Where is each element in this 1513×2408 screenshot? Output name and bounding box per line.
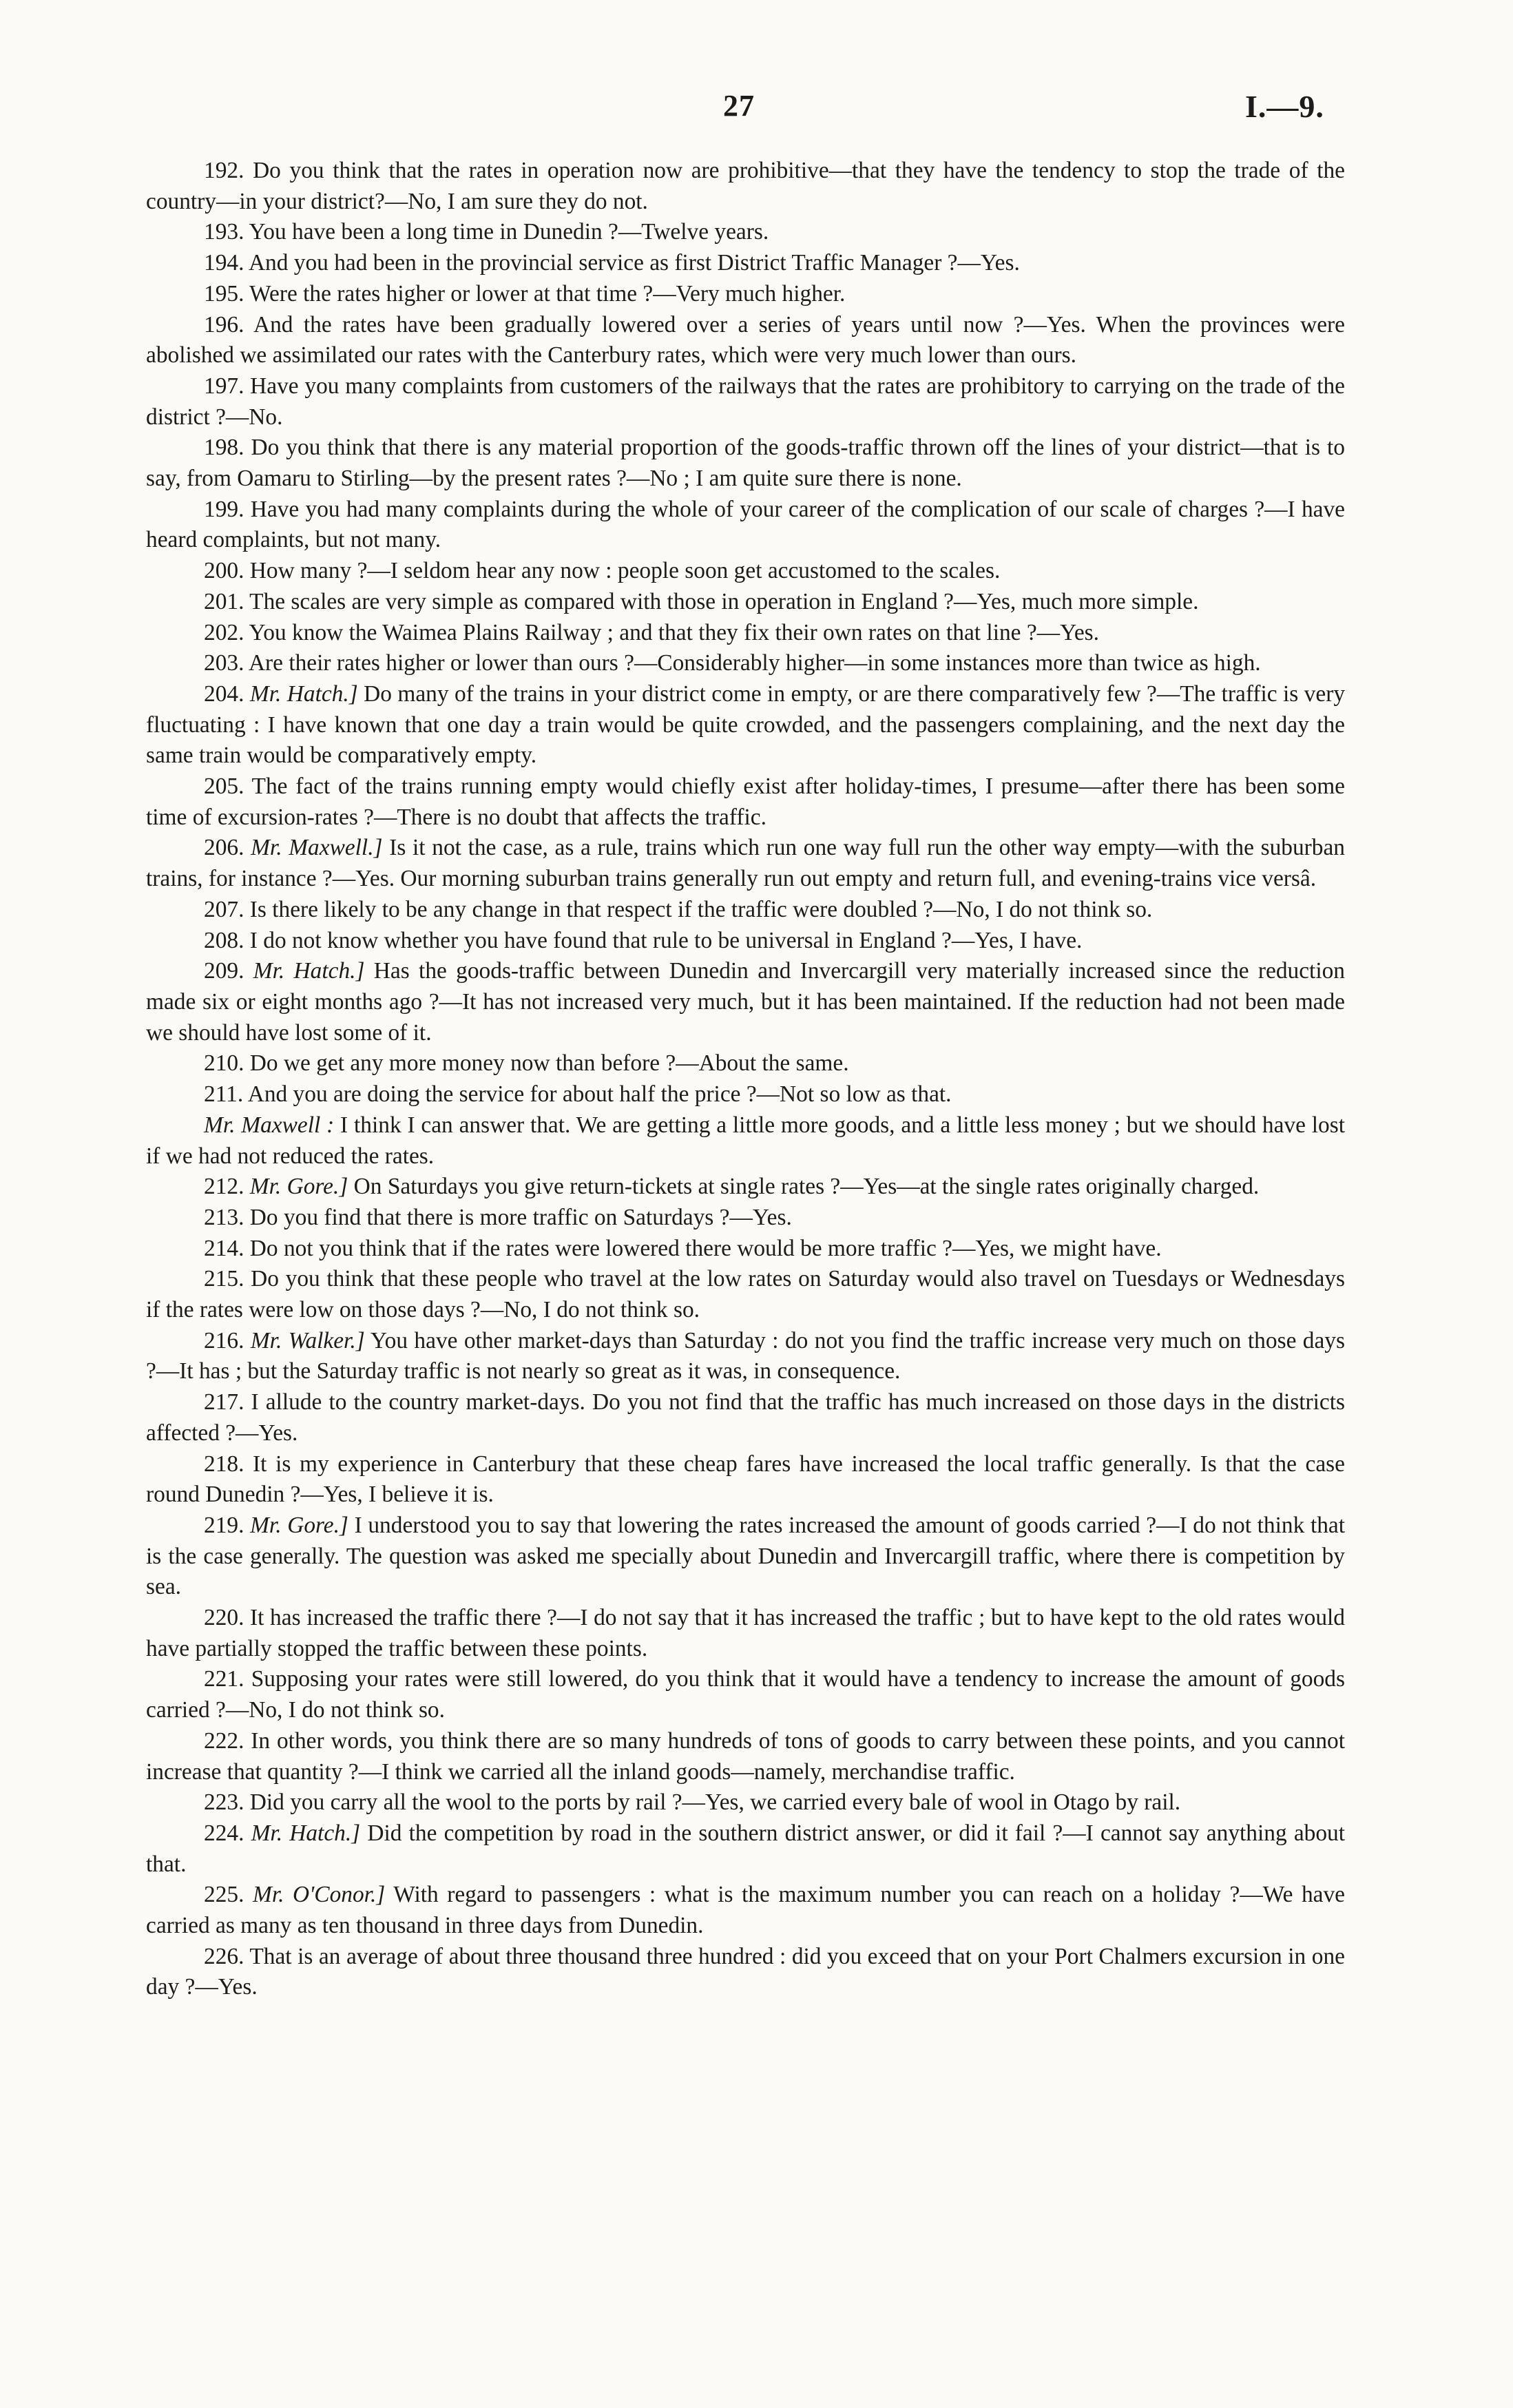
- question-paragraph: 203. Are their rates higher or lower than ours ?—Considerably higher—in some instances more than twice as high.: [204, 650, 1261, 676]
- speaker-name: Mr. Hatch.]: [251, 1820, 361, 1846]
- question-paragraph: 207. Is there likely to be any change in that respect if the traffic were doubled ?—No, I do not think so.: [204, 896, 1153, 922]
- question-paragraph: [146, 1110, 1345, 1172]
- question-paragraph: 200. How many ?—I seldom hear any now : people soon get accustomed to the scales.: [204, 558, 1001, 584]
- question-number: 225.: [204, 1882, 253, 1908]
- speaker-name: Mr. O'Conor.]: [253, 1882, 386, 1908]
- speaker-name: Mr. Gore.]: [249, 1174, 348, 1200]
- question-paragraph: 223. Did you carry all the wool to the ports by rail ?—Yes, we carried every bale of wool in Otago by rail.: [204, 1789, 1181, 1816]
- question-paragraph: [146, 956, 1345, 1048]
- document-reference: I.—9.: [1245, 89, 1324, 124]
- question-number: 206.: [204, 835, 251, 861]
- question-paragraph: [146, 679, 1345, 771]
- question-paragraph: 201. The scales are very simple as compared with those in operation in England ?—Yes, much more simple.: [204, 588, 1199, 614]
- question-paragraph: 222. In other words, you think there are so many hundreds of tons of goods to carry between these points, and you cannot increase that quantity ?—I think we carried all the inland goods—namely, merchandise traffic.: [146, 1727, 1345, 1785]
- question-paragraph: [146, 1818, 1345, 1880]
- speaker-name: Mr. Walker.]: [250, 1327, 365, 1353]
- page-number: 27: [723, 89, 755, 123]
- question-paragraph: 196. And the rates have been gradually lowered over a series of years until now ?—Yes. When the provinces were abolished we assimilated our rates with the Canterbury rates, which were very much lower than ours.: [146, 311, 1345, 369]
- question-paragraph: 210. Do we get any more money now than before ?—About the same.: [204, 1050, 849, 1077]
- paragraph-text: Do many of the trains in your district come in empty, or are there comparatively few ?—The traffic is very fluctuating : I have known that one day a train would be quite crowded, and the passengers complaining, and the next day the same train would be comparatively empty.: [146, 681, 1346, 769]
- question-number: 216.: [204, 1327, 251, 1353]
- question-paragraph: 211. And you are doing the service for about half the price ?—Not so low as that.: [204, 1081, 952, 1108]
- question-paragraph: 226. That is an average of about three thousand three hundred : did you exceed that on your Port Chalmers excursion in one day ?—Yes.: [146, 1943, 1345, 2000]
- paragraph-text: With regard to passengers : what is the maximum number you can reach on a holiday ?—We have carried as many as ten thousand in three days from Dunedin.: [146, 1882, 1345, 1939]
- question-number: 204.: [204, 681, 250, 707]
- question-paragraph: 218. It is my experience in Canterbury that these cheap fares have increased the local traffic generally. Is that the case round Dunedin ?—Yes, I believe it is.: [146, 1451, 1345, 1508]
- question-paragraph: [146, 1172, 1345, 1203]
- question-paragraph: [146, 833, 1345, 894]
- question-paragraph: 197. Have you many complaints from customers of the railways that the rates are prohibitory to carrying on the trade of the district ?—No.: [146, 373, 1345, 430]
- question-paragraph: 198. Do you think that there is any material proportion of the goods-traffic thrown off the lines of your district—that is to say, from Oamaru to Stirling—by the present rates ?—No ; I am quite sure there is none.: [146, 435, 1345, 492]
- question-number: 224.: [204, 1820, 251, 1846]
- speaker-name: Mr. Hatch.]: [253, 958, 365, 984]
- question-number: 209.: [204, 958, 253, 984]
- paragraph-text: I think I can answer that. We are getting a little more goods, and a little less money ; but we should have lost if we had not reduced the rates.: [146, 1112, 1346, 1169]
- question-paragraph: 192. Do you think that the rates in operation now are prohibitive—that they have the tendency to stop the trade of the country—in your district?—No, I am sure they do not.: [146, 158, 1345, 214]
- question-paragraph: 208. I do not know whether you have found that rule to be universal in England ?—Yes, I have.: [204, 927, 1083, 953]
- question-paragraph: 215. Do you think that these people who travel at the low rates on Saturday would also travel on Tuesdays or Wednesdays if the rates were low on those days ?—No, I do not think so.: [146, 1266, 1345, 1323]
- paragraph-text: Is it not the case, as a rule, trains which run one way full run the other way empty—with the suburban trains, for instance ?—Yes. Our morning suburban trains generally run out empty and return full, and evening-trains vice versâ.: [146, 835, 1345, 892]
- question-paragraph: 194. And you had been in the provincial service as first District Traffic Manager ?—Yes.: [204, 250, 1020, 276]
- paragraph-text: You have other market-days than Saturday : do not you find the traffic increase very much on those days ?—It has ; but the Saturday traffic is not nearly so great as it was, in consequence.: [146, 1327, 1345, 1384]
- speaker-name: Mr. Gore.]: [250, 1512, 348, 1538]
- question-paragraph: [146, 1326, 1345, 1387]
- question-number: 212.: [204, 1174, 250, 1200]
- question-paragraph: 213. Do you find that there is more traffic on Saturdays ?—Yes.: [204, 1204, 792, 1230]
- question-paragraph: [146, 1880, 1345, 1941]
- question-paragraph: 199. Have you had many complaints during the whole of your career of the complication of our scale of charges ?—I have heard complaints, but not many.: [146, 496, 1345, 553]
- evidence-body: [146, 156, 1345, 2003]
- speaker-name: Mr. Maxwell.]: [251, 835, 383, 861]
- question-paragraph: 195. Were the rates higher or lower at that time ?—Very much higher.: [204, 280, 846, 307]
- question-number: 219.: [204, 1512, 251, 1538]
- paragraph-text: I understood you to say that lowering the rates increased the amount of goods carried ?—I do not think that is the case generally. The question was asked me specially about Dunedin and Invercargill traffic, where there is competition by sea.: [146, 1512, 1346, 1600]
- question-paragraph: [146, 1511, 1345, 1603]
- speaker-name: Mr. Maxwell :: [204, 1112, 335, 1138]
- question-paragraph: 221. Supposing your rates were still lowered, do you think that it would have a tendency to increase the amount of goods carried ?—No, I do not think so.: [146, 1666, 1345, 1723]
- question-paragraph: 220. It has increased the traffic there ?—I do not say that it has increased the traffic ; but to have kept to the old rates would have partially stopped the traffic between these points.: [146, 1605, 1345, 1661]
- paragraph-text: Did the competition by road in the southern district answer, or did it fail ?—I cannot say anything about that.: [146, 1820, 1346, 1877]
- paragraph-text: On Saturdays you give return-tickets at single rates ?—Yes—at the single rates originally charged.: [348, 1174, 1260, 1200]
- speaker-name: Mr. Hatch.]: [249, 681, 358, 707]
- question-paragraph: 202. You know the Waimea Plains Railway ; and that they fix their own rates on that line ?—Yes.: [204, 619, 1099, 645]
- question-paragraph: 205. The fact of the trains running empty would chiefly exist after holiday-times, I presume—after there has been some time of excursion-rates ?—There is no doubt that affects the traffic.: [146, 774, 1345, 830]
- question-paragraph: 193. You have been a long time in Dunedin ?—Twelve years.: [204, 219, 769, 245]
- question-paragraph: 217. I allude to the country market-days. Do you not find that the traffic has much increased on those days in the districts affected ?—Yes.: [146, 1389, 1345, 1446]
- paragraph-text: Has the goods-traffic between Dunedin and Invercargill very materially increased since the reduction made six or eight months ago ?—It has not increased very much, but it has been maintained. If the reduction had not been made we should have lost some of it.: [146, 958, 1345, 1046]
- question-paragraph: 214. Do not you think that if the rates were lowered there would be more traffic ?—Yes, we might have.: [204, 1235, 1162, 1261]
